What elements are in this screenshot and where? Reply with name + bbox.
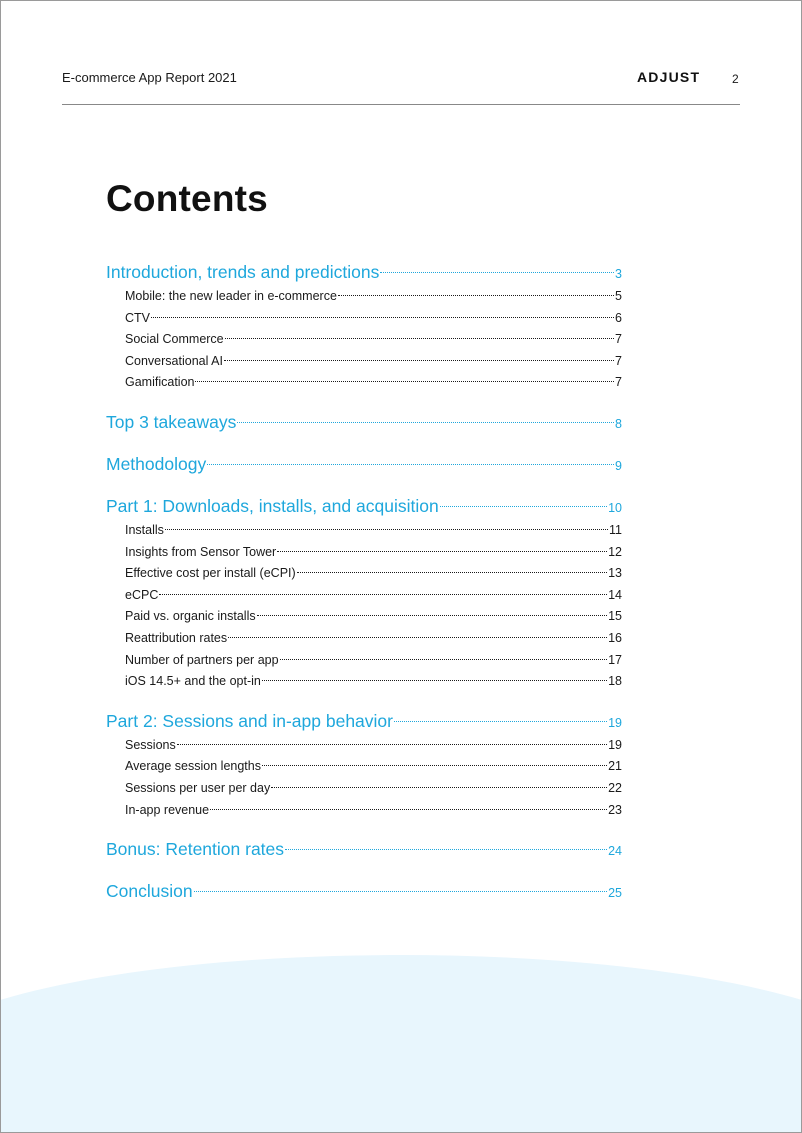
toc-entry-label: Part 1: Downloads, installs, and acquisition <box>106 495 439 516</box>
toc-entry-label: Introduction, trends and predictions <box>106 262 380 282</box>
toc-entry-page: 3 <box>615 267 622 281</box>
dot-leader <box>271 787 607 788</box>
document-title: E-commerce App Report 2021 <box>62 70 237 85</box>
toc-entry-label: Conversational AI <box>125 353 223 368</box>
dot-leader <box>224 360 614 361</box>
toc-entry-label: Mobile: the new leader in e-commerce <box>125 289 337 303</box>
toc-section <box>106 258 622 394</box>
toc-entry-page: 11 <box>609 522 622 537</box>
toc-subsection-link[interactable] <box>106 671 622 693</box>
toc-entry-page: 6 <box>615 310 622 325</box>
toc-entry-page: 23 <box>608 802 622 817</box>
toc-section-link[interactable] <box>106 408 622 436</box>
toc-entry-label: iOS 14.5+ and the opt-in <box>125 674 261 689</box>
dot-leader <box>237 422 614 423</box>
toc-entry-page: 16 <box>608 630 622 645</box>
toc-entry-page: 24 <box>608 844 622 859</box>
toc-entry-label: Social Commerce <box>125 332 224 347</box>
toc-section <box>106 450 622 478</box>
toc-section-link[interactable] <box>106 450 622 478</box>
toc-subsection-link[interactable] <box>106 308 622 330</box>
dot-leader <box>338 295 614 296</box>
dot-leader <box>210 809 607 810</box>
toc-section-link[interactable] <box>106 835 622 863</box>
toc-section <box>106 877 622 905</box>
dot-leader <box>285 849 607 850</box>
dot-leader <box>207 464 614 465</box>
toc-entry-label: CTV <box>125 310 150 325</box>
dot-leader <box>194 891 608 892</box>
toc-entry-label: eCPC <box>125 587 159 602</box>
toc-subsection-link[interactable] <box>106 286 622 308</box>
toc-entry-label: Effective cost per install (eCPI) <box>125 566 296 581</box>
toc-entry-page: 13 <box>608 566 622 581</box>
toc-subsection-link[interactable] <box>106 606 622 628</box>
toc-entry-label: Conclusion <box>106 881 193 902</box>
dot-leader <box>380 272 614 273</box>
toc-section-link[interactable] <box>106 492 622 520</box>
toc-entry-page: 22 <box>608 780 622 795</box>
toc-entry-page: 25 <box>608 886 622 901</box>
toc-subsection-link[interactable] <box>106 628 622 650</box>
toc-entry-page: 10 <box>608 500 622 515</box>
toc-entry-label: Bonus: Retention rates <box>106 839 285 860</box>
toc-entry-page: 17 <box>608 652 622 667</box>
toc-entry-label: Installs <box>125 522 164 537</box>
dot-leader <box>394 721 607 722</box>
toc-entry-label: Insights from Sensor Tower <box>125 544 277 559</box>
toc-entry-page: 7 <box>615 332 622 347</box>
dot-leader <box>151 317 614 318</box>
toc-entry-page: 15 <box>608 609 622 624</box>
dot-leader <box>177 744 607 745</box>
toc-subsection-link[interactable] <box>106 329 622 351</box>
toc-subsection-link[interactable] <box>106 650 622 672</box>
dot-leader <box>262 765 607 766</box>
toc-entry-page: 7 <box>615 375 622 390</box>
dot-leader <box>297 572 607 573</box>
toc-entry-page: 19 <box>608 715 622 730</box>
adjust-logo: ADJUST <box>637 69 701 85</box>
toc-entry-label: Gamification <box>125 375 195 390</box>
toc-subsection-link[interactable] <box>106 520 622 542</box>
toc-section <box>106 408 622 436</box>
toc-entry-label: Methodology <box>106 453 207 474</box>
toc-entry-page: 19 <box>608 737 622 752</box>
toc-subsection-link[interactable] <box>106 756 622 778</box>
contents-heading: Contents <box>106 178 268 219</box>
toc-entry-page: 9 <box>615 458 622 473</box>
toc-entry-label: Top 3 takeaways <box>106 411 237 432</box>
dot-leader <box>262 680 607 681</box>
toc-subsection-link[interactable] <box>106 563 622 585</box>
toc-entry-page: 12 <box>608 544 622 559</box>
dot-leader <box>228 637 607 638</box>
dot-leader <box>225 338 614 339</box>
dot-leader <box>280 659 608 660</box>
toc-subsection-link[interactable] <box>106 585 622 607</box>
toc-subsection-link[interactable] <box>106 351 622 373</box>
toc-entry-page: 7 <box>615 353 622 368</box>
bottom-wave-decoration <box>0 955 802 1133</box>
toc-entry-label: Paid vs. organic installs <box>125 609 256 624</box>
toc-section <box>106 835 622 863</box>
table-of-contents <box>106 258 622 919</box>
toc-section-link[interactable] <box>106 877 622 905</box>
toc-entry-label: In-app revenue <box>125 802 210 817</box>
toc-entry-page: 14 <box>608 587 622 602</box>
dot-leader <box>195 381 614 382</box>
toc-subsection-link[interactable] <box>106 778 622 800</box>
header-divider <box>62 104 740 105</box>
page-header <box>62 0 740 105</box>
toc-subsection-link[interactable] <box>106 800 622 822</box>
toc-section-link[interactable] <box>106 258 622 286</box>
toc-section-link[interactable] <box>106 707 622 735</box>
page-number: 2 <box>732 72 739 86</box>
toc-entry-label: Reattribution rates <box>125 630 228 645</box>
toc-subsection-link[interactable] <box>106 542 622 564</box>
dot-leader <box>159 594 607 595</box>
toc-entry-page: 5 <box>615 289 622 303</box>
toc-entry-page: 8 <box>615 416 622 431</box>
dot-leader <box>440 506 607 507</box>
toc-entry-label: Part 2: Sessions and in-app behavior <box>106 710 393 731</box>
toc-entry-label: Average session lengths <box>125 759 261 774</box>
toc-entry-label: Sessions <box>125 737 176 752</box>
toc-subsection-link[interactable] <box>106 735 622 757</box>
toc-section <box>106 707 622 821</box>
toc-entry-page: 18 <box>608 674 622 689</box>
dot-leader <box>165 529 608 530</box>
toc-entry-page: 21 <box>608 759 622 774</box>
toc-entry-label: Number of partners per app <box>125 652 279 667</box>
toc-section <box>106 492 622 693</box>
dot-leader <box>257 615 607 616</box>
dot-leader <box>277 551 607 552</box>
toc-entry-label: Sessions per user per day <box>125 780 271 795</box>
toc-subsection-link[interactable] <box>106 372 622 394</box>
